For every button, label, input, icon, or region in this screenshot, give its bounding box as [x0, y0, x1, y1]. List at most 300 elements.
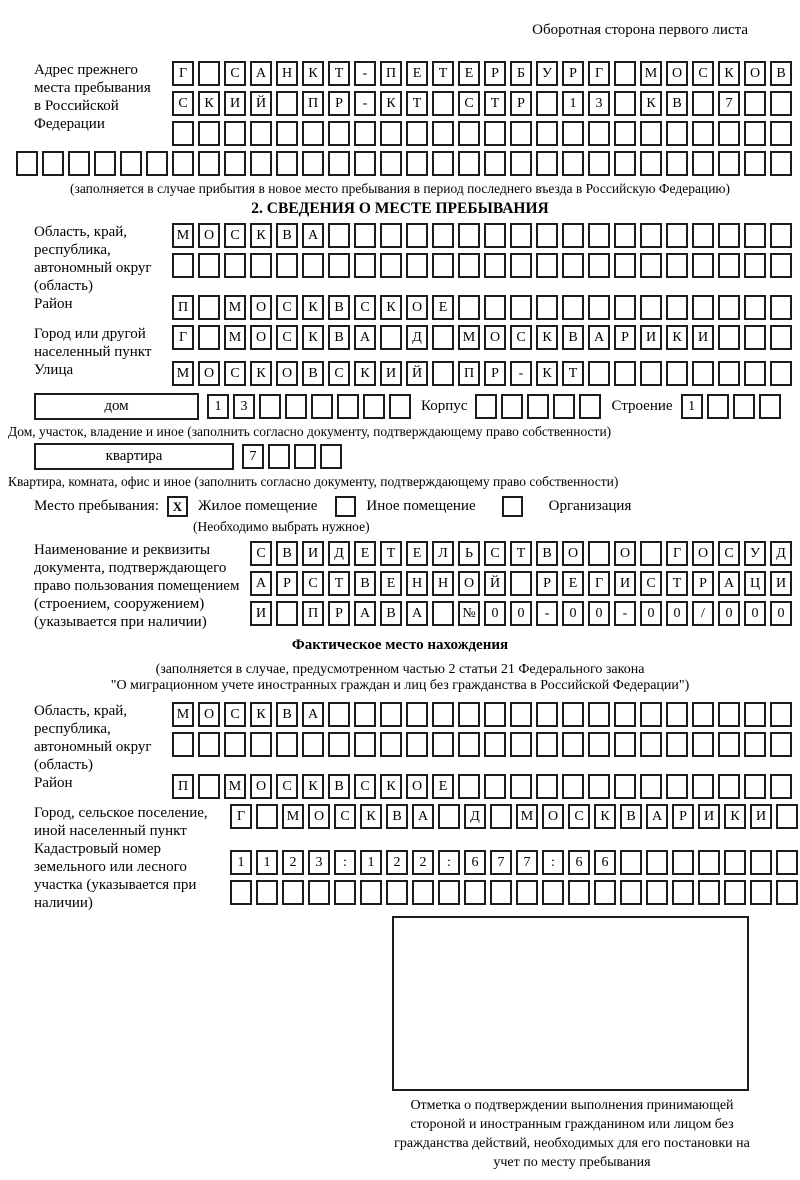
char-cell[interactable]	[718, 325, 740, 350]
char-cell[interactable]	[620, 880, 642, 905]
char-cell[interactable]: С	[568, 804, 590, 829]
char-cell[interactable]	[516, 880, 538, 905]
char-cell[interactable]: О	[666, 61, 688, 86]
char-cell[interactable]: О	[484, 325, 506, 350]
char-cell[interactable]: 1	[256, 850, 278, 875]
char-cell[interactable]: Н	[406, 571, 428, 596]
char-cell[interactable]: 0	[588, 601, 610, 626]
char-cell[interactable]	[744, 702, 766, 727]
char-cell[interactable]: Т	[562, 361, 584, 386]
char-cell[interactable]	[380, 253, 402, 278]
char-cell[interactable]	[484, 774, 506, 799]
char-cell[interactable]	[490, 880, 512, 905]
checkbox-other-premises[interactable]	[335, 496, 356, 517]
char-cell[interactable]: -	[354, 61, 376, 86]
char-cell[interactable]	[562, 732, 584, 757]
char-cell[interactable]	[172, 732, 194, 757]
char-cell[interactable]	[776, 804, 798, 829]
char-cell[interactable]	[438, 804, 460, 829]
char-cell[interactable]	[724, 880, 746, 905]
char-cell[interactable]: С	[334, 804, 356, 829]
char-cell[interactable]	[302, 253, 324, 278]
char-cell[interactable]	[198, 732, 220, 757]
char-cell[interactable]: Р	[328, 601, 350, 626]
char-cell[interactable]	[770, 325, 792, 350]
char-cell[interactable]: К	[380, 295, 402, 320]
actual-district-row[interactable]	[172, 774, 792, 799]
char-cell[interactable]: Р	[510, 91, 532, 116]
char-cell[interactable]: М	[172, 361, 194, 386]
char-cell[interactable]	[614, 253, 636, 278]
char-cell[interactable]: 1	[230, 850, 252, 875]
char-cell[interactable]	[744, 151, 766, 176]
char-cell[interactable]	[640, 774, 662, 799]
char-cell[interactable]: О	[250, 325, 272, 350]
char-cell[interactable]: Г	[588, 61, 610, 86]
char-cell[interactable]	[666, 732, 688, 757]
char-cell[interactable]	[276, 732, 298, 757]
char-cell[interactable]: 0	[640, 601, 662, 626]
char-cell[interactable]	[744, 253, 766, 278]
char-cell[interactable]	[380, 151, 402, 176]
char-cell[interactable]: -	[510, 361, 532, 386]
char-cell[interactable]	[750, 850, 772, 875]
char-cell[interactable]	[256, 880, 278, 905]
char-cell[interactable]	[666, 295, 688, 320]
char-cell[interactable]	[458, 732, 480, 757]
char-cell[interactable]	[259, 394, 281, 419]
char-cell[interactable]	[276, 91, 298, 116]
char-cell[interactable]: О	[542, 804, 564, 829]
char-cell[interactable]	[432, 121, 454, 146]
char-cell[interactable]	[640, 223, 662, 248]
char-cell[interactable]: К	[302, 774, 324, 799]
char-cell[interactable]	[588, 121, 610, 146]
char-cell[interactable]	[744, 732, 766, 757]
char-cell[interactable]: И	[380, 361, 402, 386]
char-cell[interactable]	[302, 151, 324, 176]
korpus-cells[interactable]	[475, 394, 601, 419]
char-cell[interactable]	[692, 702, 714, 727]
char-cell[interactable]: С	[276, 295, 298, 320]
char-cell[interactable]	[640, 361, 662, 386]
char-cell[interactable]: О	[250, 774, 272, 799]
char-cell[interactable]	[294, 444, 316, 469]
char-cell[interactable]	[640, 253, 662, 278]
char-cell[interactable]: 0	[744, 601, 766, 626]
char-cell[interactable]	[718, 774, 740, 799]
char-cell[interactable]	[588, 151, 610, 176]
char-cell[interactable]: 3	[233, 394, 255, 419]
char-cell[interactable]: К	[640, 91, 662, 116]
char-cell[interactable]	[614, 732, 636, 757]
char-cell[interactable]	[380, 223, 402, 248]
char-cell[interactable]	[692, 732, 714, 757]
char-cell[interactable]: О	[614, 541, 636, 566]
prev-address-row-1[interactable]	[172, 61, 792, 86]
char-cell[interactable]: Т	[406, 91, 428, 116]
char-cell[interactable]	[718, 295, 740, 320]
char-cell[interactable]	[770, 732, 792, 757]
char-cell[interactable]	[328, 702, 350, 727]
char-cell[interactable]	[770, 361, 792, 386]
char-cell[interactable]	[510, 702, 532, 727]
char-cell[interactable]: А	[354, 601, 376, 626]
char-cell[interactable]: К	[536, 325, 558, 350]
char-cell[interactable]: В	[536, 541, 558, 566]
char-cell[interactable]	[276, 151, 298, 176]
char-cell[interactable]	[510, 253, 532, 278]
char-cell[interactable]: 0	[484, 601, 506, 626]
char-cell[interactable]: И	[698, 804, 720, 829]
char-cell[interactable]	[640, 541, 662, 566]
char-cell[interactable]	[432, 91, 454, 116]
char-cell[interactable]: С	[250, 541, 272, 566]
char-cell[interactable]	[579, 394, 601, 419]
char-cell[interactable]	[666, 223, 688, 248]
char-cell[interactable]: И	[250, 601, 272, 626]
char-cell[interactable]	[308, 880, 330, 905]
char-cell[interactable]: Р	[692, 571, 714, 596]
char-cell[interactable]	[692, 253, 714, 278]
char-cell[interactable]	[412, 880, 434, 905]
char-cell[interactable]	[224, 253, 246, 278]
char-cell[interactable]: В	[562, 325, 584, 350]
char-cell[interactable]	[588, 541, 610, 566]
char-cell[interactable]	[692, 151, 714, 176]
char-cell[interactable]	[542, 880, 564, 905]
char-cell[interactable]	[276, 121, 298, 146]
char-cell[interactable]: 3	[308, 850, 330, 875]
char-cell[interactable]	[562, 702, 584, 727]
char-cell[interactable]: 6	[568, 850, 590, 875]
char-cell[interactable]: Е	[406, 541, 428, 566]
char-cell[interactable]	[406, 121, 428, 146]
char-cell[interactable]	[363, 394, 385, 419]
char-cell[interactable]: К	[536, 361, 558, 386]
char-cell[interactable]: К	[380, 774, 402, 799]
char-cell[interactable]	[666, 361, 688, 386]
char-cell[interactable]: М	[458, 325, 480, 350]
char-cell[interactable]: О	[198, 702, 220, 727]
prev-address-row-3[interactable]	[172, 121, 792, 146]
char-cell[interactable]: К	[360, 804, 382, 829]
prev-address-row-2[interactable]	[172, 91, 792, 116]
char-cell[interactable]: И	[640, 325, 662, 350]
char-cell[interactable]	[666, 151, 688, 176]
house-number-cells[interactable]	[207, 394, 411, 419]
char-cell[interactable]: К	[250, 361, 272, 386]
char-cell[interactable]	[562, 151, 584, 176]
char-cell[interactable]: С	[224, 223, 246, 248]
char-cell[interactable]: А	[250, 61, 272, 86]
char-cell[interactable]	[614, 361, 636, 386]
char-cell[interactable]	[276, 253, 298, 278]
char-cell[interactable]: В	[276, 702, 298, 727]
char-cell[interactable]	[770, 223, 792, 248]
char-cell[interactable]	[692, 121, 714, 146]
char-cell[interactable]	[718, 121, 740, 146]
actual-region-row-1[interactable]	[172, 702, 792, 727]
char-cell[interactable]	[406, 253, 428, 278]
char-cell[interactable]: Д	[328, 541, 350, 566]
char-cell[interactable]	[250, 732, 272, 757]
char-cell[interactable]	[614, 774, 636, 799]
char-cell[interactable]: М	[516, 804, 538, 829]
char-cell[interactable]	[172, 151, 194, 176]
char-cell[interactable]	[68, 151, 90, 176]
char-cell[interactable]	[620, 850, 642, 875]
char-cell[interactable]	[666, 702, 688, 727]
char-cell[interactable]	[432, 223, 454, 248]
char-cell[interactable]	[750, 880, 772, 905]
char-cell[interactable]: :	[542, 850, 564, 875]
char-cell[interactable]: Г	[172, 325, 194, 350]
char-cell[interactable]: Р	[536, 571, 558, 596]
char-cell[interactable]	[770, 702, 792, 727]
char-cell[interactable]	[276, 601, 298, 626]
char-cell[interactable]: О	[198, 361, 220, 386]
char-cell[interactable]	[510, 732, 532, 757]
char-cell[interactable]	[311, 394, 333, 419]
char-cell[interactable]: Д	[464, 804, 486, 829]
char-cell[interactable]	[328, 253, 350, 278]
char-cell[interactable]: М	[282, 804, 304, 829]
char-cell[interactable]	[718, 253, 740, 278]
char-cell[interactable]	[337, 394, 359, 419]
char-cell[interactable]: И	[770, 571, 792, 596]
char-cell[interactable]: П	[172, 774, 194, 799]
char-cell[interactable]	[770, 121, 792, 146]
char-cell[interactable]	[536, 295, 558, 320]
char-cell[interactable]	[146, 151, 168, 176]
char-cell[interactable]: 1	[207, 394, 229, 419]
char-cell[interactable]	[380, 325, 402, 350]
char-cell[interactable]: К	[380, 91, 402, 116]
char-cell[interactable]	[718, 702, 740, 727]
char-cell[interactable]	[406, 223, 428, 248]
char-cell[interactable]	[588, 774, 610, 799]
char-cell[interactable]: Ц	[744, 571, 766, 596]
char-cell[interactable]	[718, 732, 740, 757]
char-cell[interactable]	[707, 394, 729, 419]
char-cell[interactable]	[224, 732, 246, 757]
char-cell[interactable]: В	[276, 541, 298, 566]
char-cell[interactable]: О	[308, 804, 330, 829]
document-row-2[interactable]	[250, 571, 792, 596]
char-cell[interactable]	[527, 394, 549, 419]
char-cell[interactable]	[744, 774, 766, 799]
char-cell[interactable]	[562, 295, 584, 320]
char-cell[interactable]	[666, 253, 688, 278]
char-cell[interactable]: С	[692, 61, 714, 86]
char-cell[interactable]: Б	[510, 61, 532, 86]
char-cell[interactable]	[640, 702, 662, 727]
char-cell[interactable]: П	[458, 361, 480, 386]
char-cell[interactable]: В	[302, 361, 324, 386]
char-cell[interactable]: В	[354, 571, 376, 596]
char-cell[interactable]	[320, 444, 342, 469]
char-cell[interactable]: И	[692, 325, 714, 350]
char-cell[interactable]	[588, 295, 610, 320]
char-cell[interactable]: А	[302, 223, 324, 248]
char-cell[interactable]	[510, 151, 532, 176]
char-cell[interactable]: -	[614, 601, 636, 626]
char-cell[interactable]: К	[724, 804, 746, 829]
char-cell[interactable]: Р	[672, 804, 694, 829]
char-cell[interactable]: 7	[516, 850, 538, 875]
actual-region-row-2[interactable]	[172, 732, 792, 757]
char-cell[interactable]	[438, 880, 460, 905]
char-cell[interactable]	[594, 880, 616, 905]
char-cell[interactable]: 2	[412, 850, 434, 875]
char-cell[interactable]	[770, 295, 792, 320]
char-cell[interactable]: О	[276, 361, 298, 386]
char-cell[interactable]: 0	[510, 601, 532, 626]
char-cell[interactable]	[120, 151, 142, 176]
char-cell[interactable]	[432, 702, 454, 727]
char-cell[interactable]	[334, 880, 356, 905]
char-cell[interactable]: В	[276, 223, 298, 248]
char-cell[interactable]	[328, 151, 350, 176]
char-cell[interactable]: К	[354, 361, 376, 386]
char-cell[interactable]	[536, 253, 558, 278]
char-cell[interactable]	[692, 361, 714, 386]
char-cell[interactable]	[698, 880, 720, 905]
char-cell[interactable]	[432, 361, 454, 386]
char-cell[interactable]	[458, 295, 480, 320]
char-cell[interactable]	[172, 121, 194, 146]
char-cell[interactable]	[536, 702, 558, 727]
char-cell[interactable]	[458, 121, 480, 146]
char-cell[interactable]	[562, 253, 584, 278]
char-cell[interactable]: -	[536, 601, 558, 626]
char-cell[interactable]	[510, 774, 532, 799]
char-cell[interactable]: С	[354, 774, 376, 799]
char-cell[interactable]	[250, 151, 272, 176]
char-cell[interactable]	[666, 774, 688, 799]
char-cell[interactable]: 7	[718, 91, 740, 116]
char-cell[interactable]	[464, 880, 486, 905]
char-cell[interactable]: Т	[328, 61, 350, 86]
char-cell[interactable]: Е	[406, 61, 428, 86]
char-cell[interactable]	[198, 151, 220, 176]
char-cell[interactable]: С	[276, 774, 298, 799]
char-cell[interactable]: И	[224, 91, 246, 116]
char-cell[interactable]	[718, 223, 740, 248]
char-cell[interactable]: М	[224, 325, 246, 350]
char-cell[interactable]	[432, 253, 454, 278]
char-cell[interactable]: С	[302, 571, 324, 596]
char-cell[interactable]: О	[250, 295, 272, 320]
char-cell[interactable]: С	[224, 702, 246, 727]
district-row[interactable]	[172, 295, 792, 320]
char-cell[interactable]	[94, 151, 116, 176]
char-cell[interactable]	[614, 91, 636, 116]
char-cell[interactable]: Е	[354, 541, 376, 566]
char-cell[interactable]: М	[224, 774, 246, 799]
char-cell[interactable]	[640, 295, 662, 320]
char-cell[interactable]: В	[328, 295, 350, 320]
char-cell[interactable]: О	[198, 223, 220, 248]
char-cell[interactable]: О	[692, 541, 714, 566]
char-cell[interactable]	[588, 702, 610, 727]
char-cell[interactable]: К	[250, 223, 272, 248]
char-cell[interactable]: С	[172, 91, 194, 116]
char-cell[interactable]	[759, 394, 781, 419]
char-cell[interactable]: В	[666, 91, 688, 116]
char-cell[interactable]: Р	[276, 571, 298, 596]
char-cell[interactable]: С	[328, 361, 350, 386]
char-cell[interactable]	[744, 91, 766, 116]
char-cell[interactable]	[770, 774, 792, 799]
char-cell[interactable]	[614, 121, 636, 146]
char-cell[interactable]: 0	[770, 601, 792, 626]
char-cell[interactable]: -	[354, 91, 376, 116]
char-cell[interactable]	[484, 253, 506, 278]
char-cell[interactable]	[744, 361, 766, 386]
char-cell[interactable]	[250, 121, 272, 146]
char-cell[interactable]	[458, 774, 480, 799]
char-cell[interactable]	[172, 253, 194, 278]
char-cell[interactable]: 3	[588, 91, 610, 116]
char-cell[interactable]	[536, 732, 558, 757]
char-cell[interactable]	[692, 295, 714, 320]
char-cell[interactable]	[770, 151, 792, 176]
char-cell[interactable]	[380, 121, 402, 146]
char-cell[interactable]: П	[172, 295, 194, 320]
char-cell[interactable]	[198, 253, 220, 278]
char-cell[interactable]: 6	[464, 850, 486, 875]
char-cell[interactable]: Й	[484, 571, 506, 596]
char-cell[interactable]: А	[412, 804, 434, 829]
char-cell[interactable]	[490, 804, 512, 829]
char-cell[interactable]	[692, 91, 714, 116]
char-cell[interactable]: 7	[242, 444, 264, 469]
char-cell[interactable]: С	[354, 295, 376, 320]
char-cell[interactable]: Т	[328, 571, 350, 596]
char-cell[interactable]: /	[692, 601, 714, 626]
char-cell[interactable]	[198, 325, 220, 350]
char-cell[interactable]: В	[386, 804, 408, 829]
char-cell[interactable]: Е	[432, 774, 454, 799]
char-cell[interactable]	[718, 361, 740, 386]
char-cell[interactable]: Г	[588, 571, 610, 596]
char-cell[interactable]	[588, 361, 610, 386]
char-cell[interactable]	[510, 571, 532, 596]
char-cell[interactable]	[354, 253, 376, 278]
char-cell[interactable]	[536, 151, 558, 176]
char-cell[interactable]	[588, 732, 610, 757]
region-row-1[interactable]	[172, 223, 792, 248]
char-cell[interactable]	[698, 850, 720, 875]
char-cell[interactable]: Д	[406, 325, 428, 350]
char-cell[interactable]	[692, 774, 714, 799]
document-row-1[interactable]	[250, 541, 792, 566]
char-cell[interactable]: П	[302, 91, 324, 116]
char-cell[interactable]	[328, 732, 350, 757]
char-cell[interactable]: Р	[328, 91, 350, 116]
char-cell[interactable]	[614, 223, 636, 248]
char-cell[interactable]	[380, 732, 402, 757]
char-cell[interactable]: Т	[666, 571, 688, 596]
char-cell[interactable]	[282, 880, 304, 905]
char-cell[interactable]	[640, 121, 662, 146]
char-cell[interactable]: 7	[490, 850, 512, 875]
char-cell[interactable]	[484, 295, 506, 320]
char-cell[interactable]: С	[276, 325, 298, 350]
char-cell[interactable]: Т	[484, 91, 506, 116]
